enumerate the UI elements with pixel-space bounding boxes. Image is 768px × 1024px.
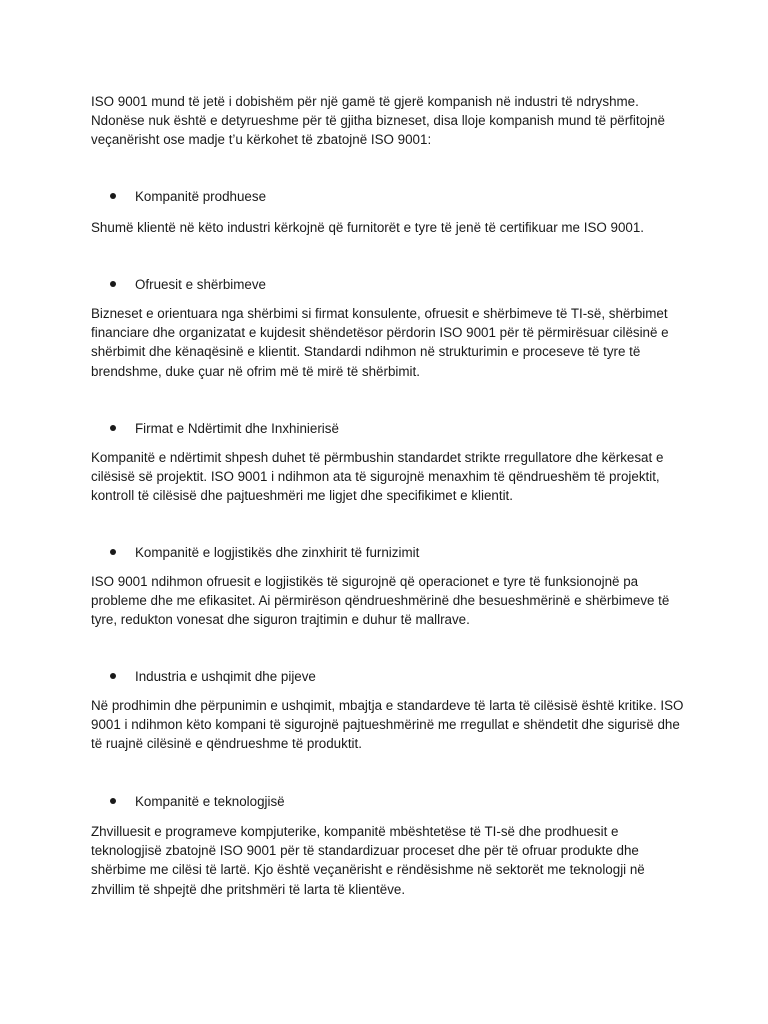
- bullet-icon: [110, 798, 116, 804]
- bullet-item-construction: [110, 419, 339, 438]
- bullet-item-manufacturing: [110, 187, 266, 206]
- section-paragraph: Në prodhimin dhe përpunimin e ushqimit, mbajtja e standardeve të larta të cilësisë është kritike. ISO 9001 i ndihmon këto kompani të sigurojnë pajtueshmërinë me rregullat e shëndetit dhe sigurisë dhe të ruajnë cilësinë e qëndrueshme të produktit.: [91, 698, 684, 752]
- bullet-icon: [110, 193, 116, 199]
- section-paragraph: ISO 9001 ndihmon ofruesit e logjistikës të sigurojnë që operacionet e tyre të funksionojnë pa probleme dhe me efikasitet. Ai përmirëson qëndrueshmërinë dhe besueshmërinë e shërbimeve të tyre, redukton vonesat dhe siguron trajtimin e duhur të mallrave.: [91, 574, 670, 628]
- section-paragraph: Zhvilluesit e programeve kompjuterike, kompanitë mbështetëse të TI-së dhe prodhuesit e teknologjisë zbatojnë ISO 9001 për të standardizuar proceset dhe për të ofruar produkte dhe shërbime me cilësi të lartë. Kjo është veçanërisht e rëndësishme në sektorët me teknologji në zhvillim të shpejtë dhe pritshmëri të larta të klientëve.: [91, 824, 645, 897]
- bullet-icon: [110, 425, 116, 431]
- bullet-heading: Kompanitë e logjistikës dhe zinxhirit të furnizimit: [135, 545, 420, 560]
- bullet-heading: Firmat e Ndërtimit dhe Inxhinierisë: [135, 421, 339, 436]
- bullet-item-logistics: [110, 543, 419, 562]
- bullet-icon: [110, 549, 116, 555]
- bullet-icon: [110, 281, 116, 287]
- section-paragraph: Bizneset e orientuara nga shërbimi si firmat konsulente, ofruesit e shërbimeve të TI-së, shërbimet financiare dhe organizatat e kujdesit shëndetësor përdorin ISO 9001 për të përmirësuar cilësinë e shërbimit dhe kënaqësinë e klientit. Standardi ndihmon në strukturimin e proceseve të tyre të brendshme, duke çuar në ofrim më të mirë të shërbimit.: [91, 306, 669, 379]
- section-paragraph: Shumë klientë në këto industri kërkojnë që furnitorët e tyre të jenë të certifikuar me ISO 9001.: [91, 220, 645, 235]
- bullet-heading: Kompanitë e teknologjisë: [135, 794, 285, 809]
- bullet-item-technology: [110, 792, 285, 811]
- bullet-heading: Kompanitë prodhuese: [135, 189, 267, 204]
- bullet-heading: Industria e ushqimit dhe pijeve: [135, 669, 316, 684]
- section-paragraph: Kompanitë e ndërtimit shpesh duhet të përmbushin standardet strikte rregullatore dhe kërkesat e cilësisë së projektit. ISO 9001 i ndihmon ata të sigurojnë menaxhim të qëndrueshëm të projektit, kontroll të cilësisë dhe pajtueshmëri me ligjet dhe specifikimet e klientit.: [91, 450, 664, 504]
- bullet-item-services: [110, 275, 266, 294]
- bullet-heading: Ofruesit e shërbimeve: [135, 277, 266, 292]
- bullet-item-food: [110, 667, 316, 686]
- intro-paragraph: ISO 9001 mund të jetë i dobishëm për një gamë të gjerë kompanish në industri të ndryshme. Ndonëse nuk është e detyrueshme për të gjitha bizneset, disa lloje kompanish mund të përfitojnë veçanërisht ose madje t’u kërkohet të zbatojnë ISO 9001:: [91, 94, 665, 148]
- bullet-icon: [110, 673, 116, 679]
